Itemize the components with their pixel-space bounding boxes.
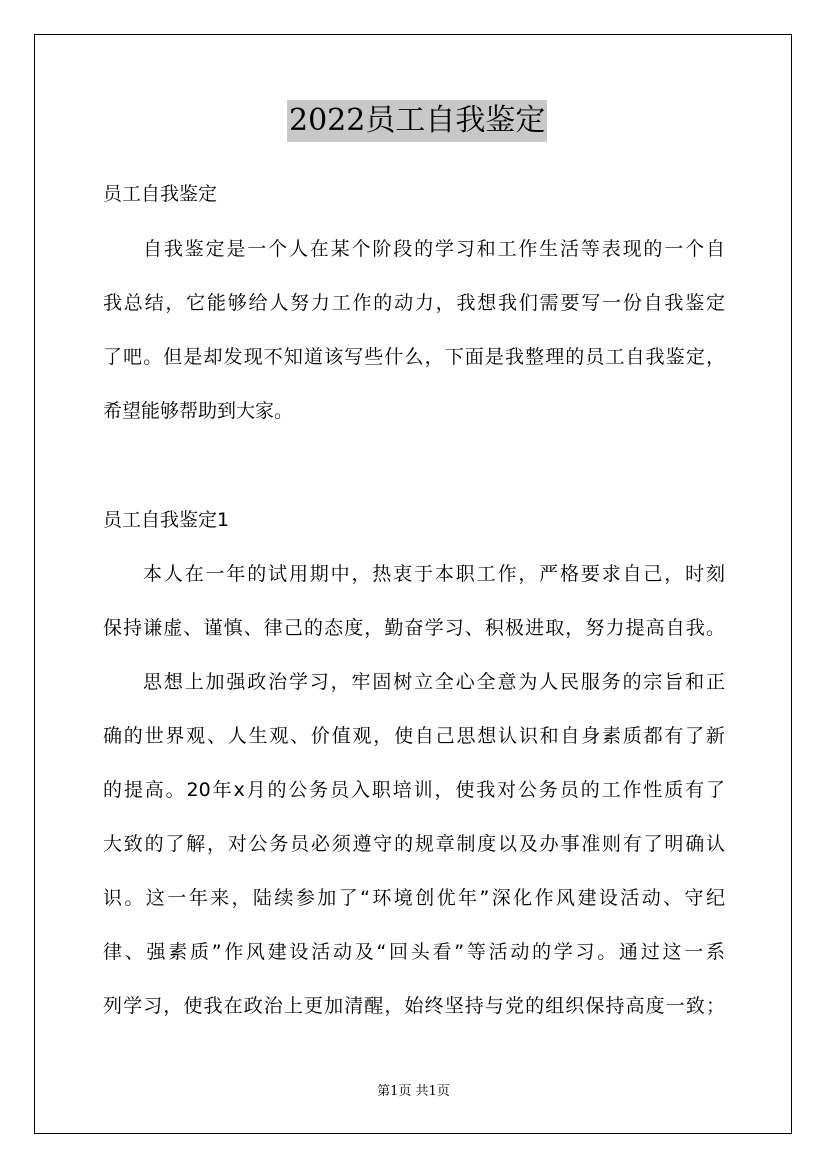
paragraph-2-line: 大致的了解，对公务员必须遵守的规章制度以及办事准则有了明确认: [103, 833, 725, 855]
section-heading-intro: 员工自我鉴定: [103, 183, 218, 205]
paragraph-2-line: 识。这一年来，陆续参加了“环境创优年”深化作风建设活动、守纪: [103, 887, 725, 909]
intro-line: 我总结，它能够给人努力工作的动力，我想我们需要写一份自我鉴定: [103, 292, 725, 314]
paragraph-2-line: 列学习，使我在政治上更加清醒，始终坚持与党的组织保持高度一致；: [103, 995, 725, 1017]
page-footer: 第1页 共1页: [377, 1084, 450, 1099]
document-title: 2022员工自我鉴定: [287, 100, 547, 142]
paragraph-1-line: 保持谦虚、谨慎、律己的态度，勤奋学习、积极进取，努力提高自我。: [103, 617, 725, 639]
paragraph-2-line: 的提高。20年x月的公务员入职培训，使我对公务员的工作性质有了: [103, 779, 725, 801]
intro-line: 了吧。但是却发现不知道该写些什么，下面是我整理的员工自我鉴定，: [103, 346, 725, 368]
intro-line: 自我鉴定是一个人在某个阶段的学习和工作生活等表现的一个自: [143, 238, 725, 260]
paragraph-2-line: 思想上加强政治学习，牢固树立全心全意为人民服务的宗旨和正: [143, 671, 725, 693]
paragraph-2-line: 确的世界观、人生观、价值观，使自己思想认识和自身素质都有了新: [103, 725, 725, 747]
paragraph-2-line: 律、强素质”作风建设活动及“回头看”等活动的学习。通过这一系: [103, 941, 725, 963]
intro-line: 希望能够帮助到大家。: [103, 400, 294, 422]
section-heading-1: 员工自我鉴定1: [103, 509, 230, 531]
paragraph-1-line: 本人在一年的试用期中，热衷于本职工作，严格要求自己，时刻: [143, 563, 725, 585]
